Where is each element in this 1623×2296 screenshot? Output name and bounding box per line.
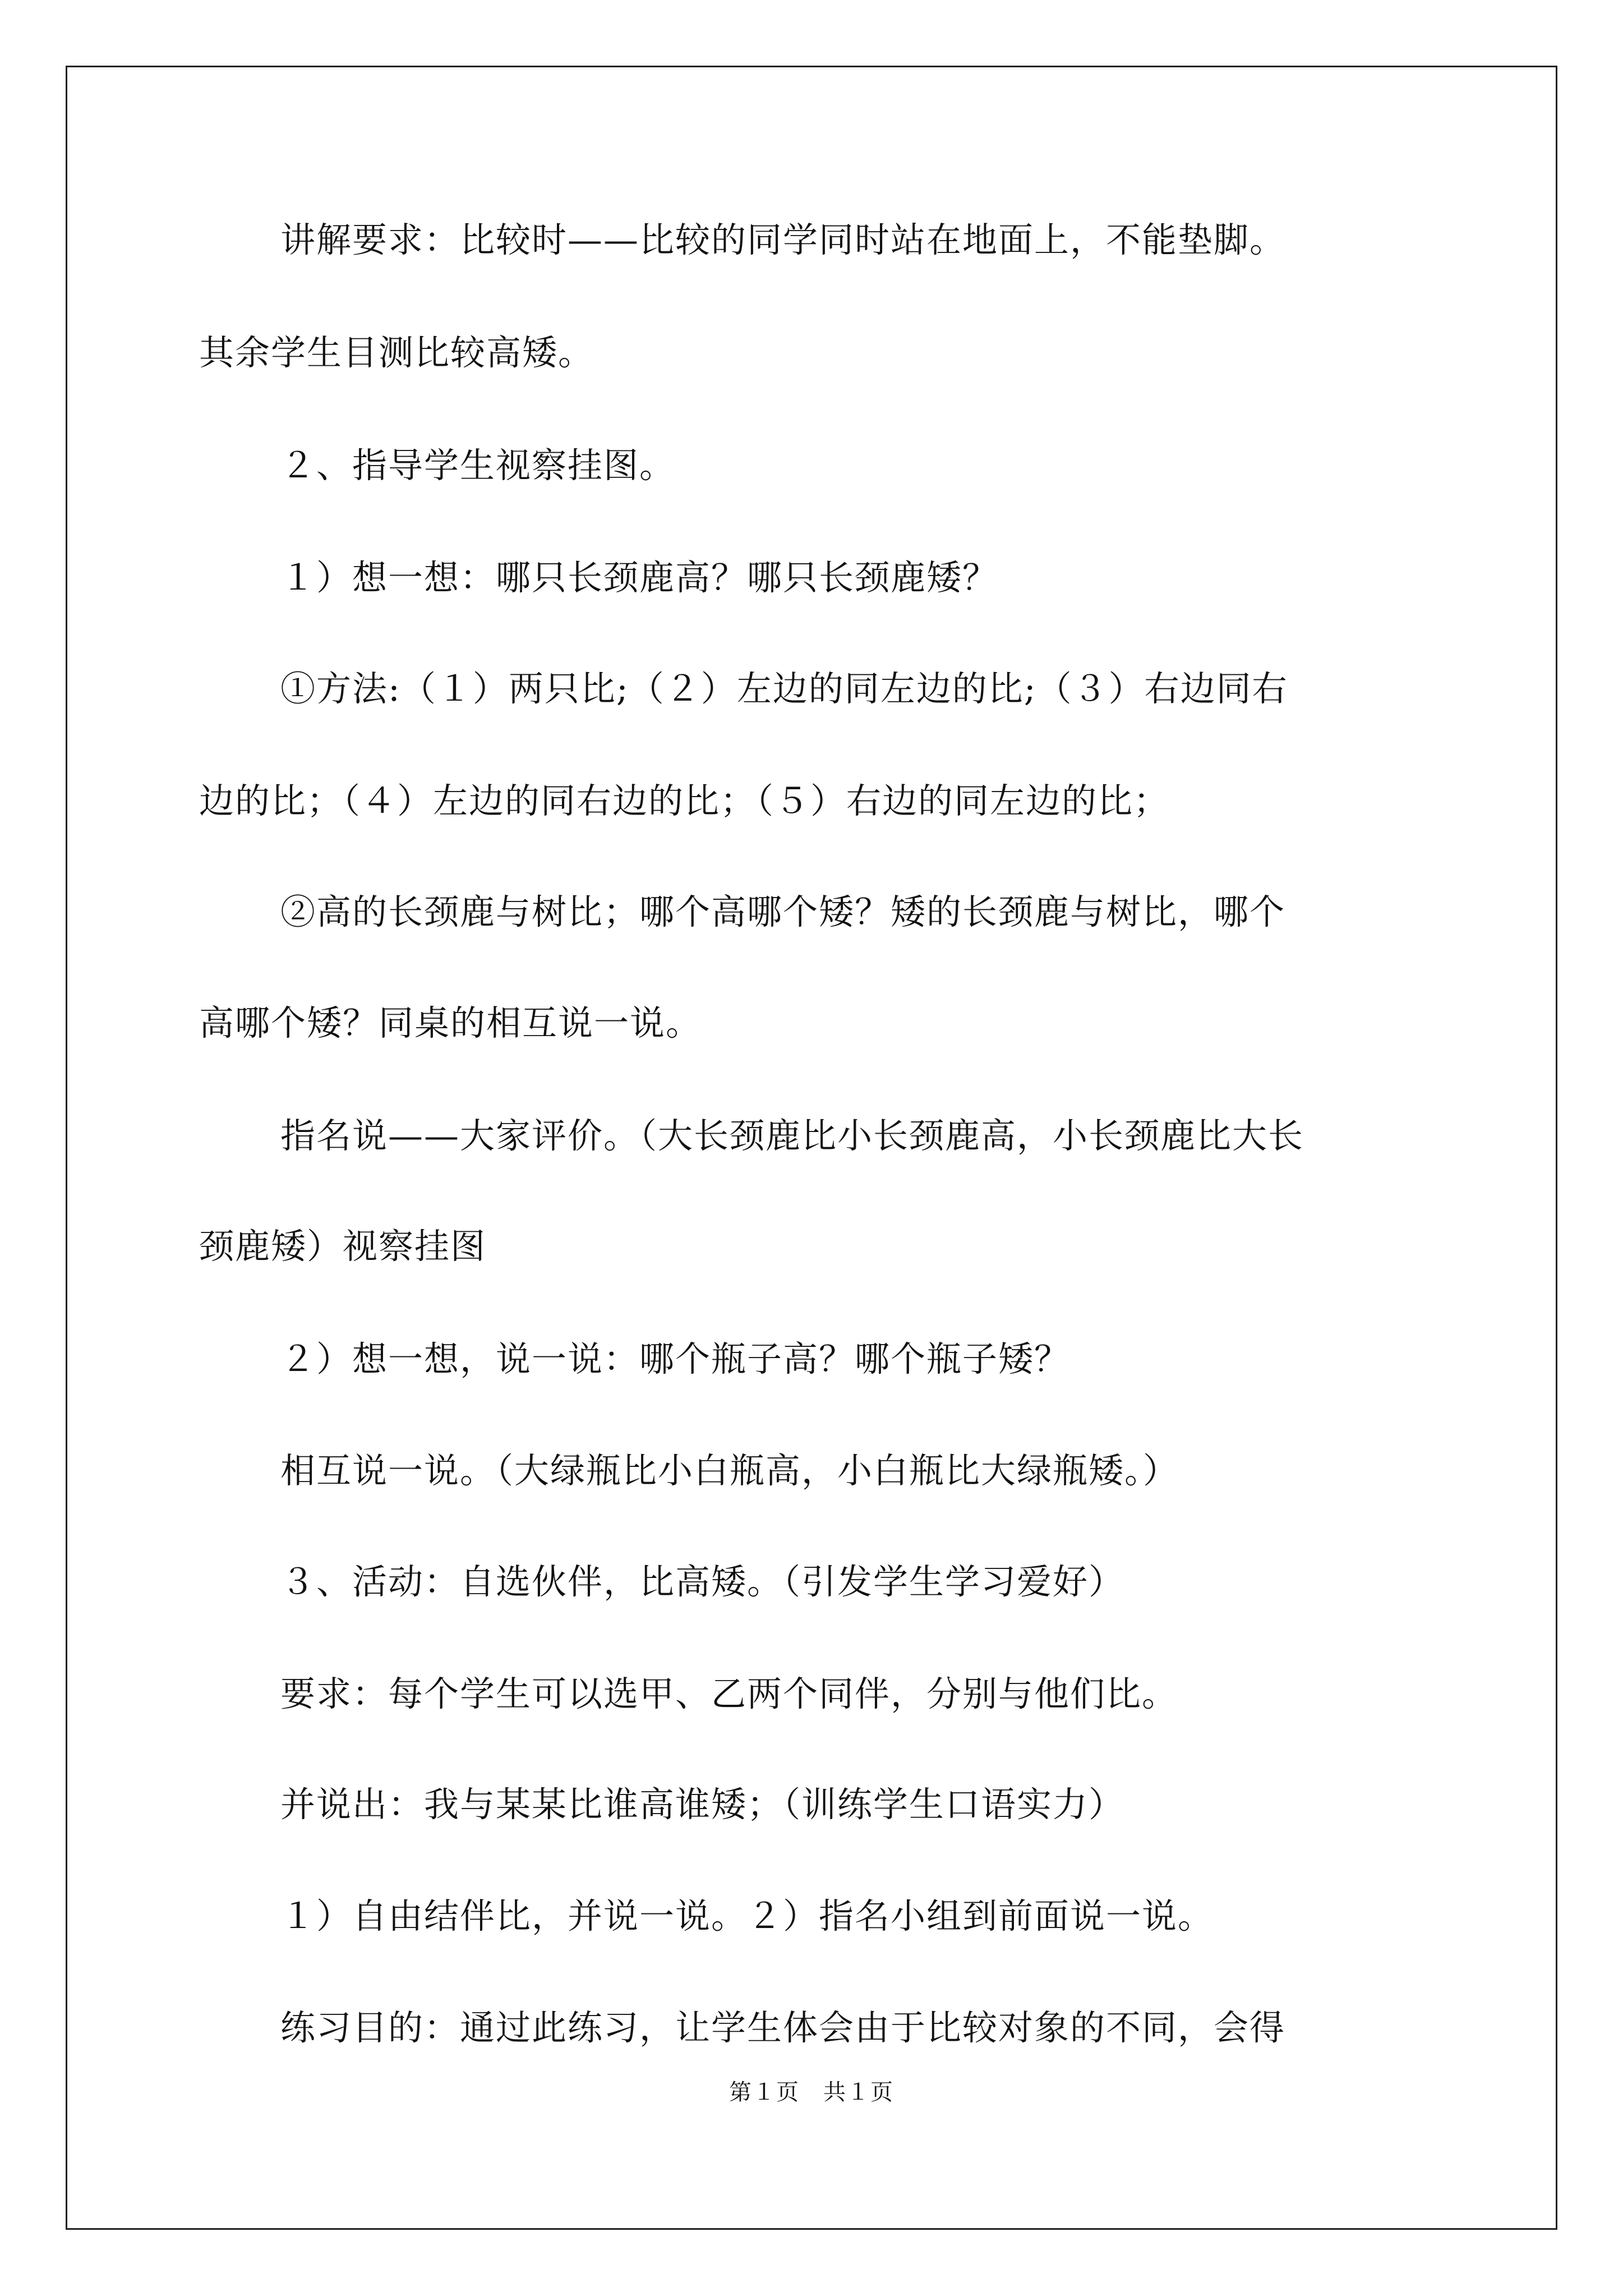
paragraph-line-15: 并说出：我与某某比谁高谁矮；（训练学生口语实力） (280, 1784, 1125, 1825)
paragraph-line-3: ２、指导学生视察挂图。 (280, 445, 676, 486)
paragraph-line-9: 指名说——大家评价。（大长颈鹿比小长颈鹿高，小长颈鹿比大长 (280, 1115, 1304, 1156)
paragraph-line-10: 颈鹿矮）视察挂图 (199, 1226, 487, 1267)
paragraph-line-4: １）想一想：哪只长颈鹿高？哪只长颈鹿矮？ (280, 557, 999, 598)
paragraph-line-5: ①方法:（１）两只比;（２）左边的同左边的比;（３）右边同右 (280, 668, 1288, 709)
paragraph-line-8: 高哪个矮？同桌的相互说一说。 (199, 1002, 702, 1043)
paragraph-line-6: 边的比；（４）左边的同右边的比；（５）右边的同左边的比； (199, 780, 1170, 821)
paragraph-line-1: 讲解要求：比较时——比较的同学同时站在地面上，不能垫脚。 (280, 219, 1286, 260)
paragraph-line-16: １）自由结伴比，并说一说。２）指名小组到前面说一说。 (280, 1895, 1214, 1936)
page-number-footer: 第１页 共１页 (729, 2079, 894, 2105)
paragraph-line-12: 相互说一说。（大绿瓶比小白瓶高，小白瓶比大绿瓶矮。） (280, 1450, 1179, 1491)
paragraph-line-13: ３、活动：自选伙伴，比高矮。（引发学生学习爱好） (280, 1561, 1125, 1602)
paragraph-line-2: 其余学生目测比较高矮。 (199, 332, 594, 373)
paragraph-line-17: 练习目的：通过此练习，让学生体会由于比较对象的不同，会得 (280, 2007, 1286, 2048)
paragraph-line-11: ２）想一想，说一说：哪个瓶子高？哪个瓶子矮？ (280, 1338, 1071, 1379)
paragraph-line-7: ②高的长颈鹿与树比；哪个高哪个矮？矮的长颈鹿与树比，哪个 (280, 891, 1286, 932)
paragraph-line-14: 要求：每个学生可以选甲、乙两个同伴，分别与他们比。 (280, 1673, 1178, 1714)
